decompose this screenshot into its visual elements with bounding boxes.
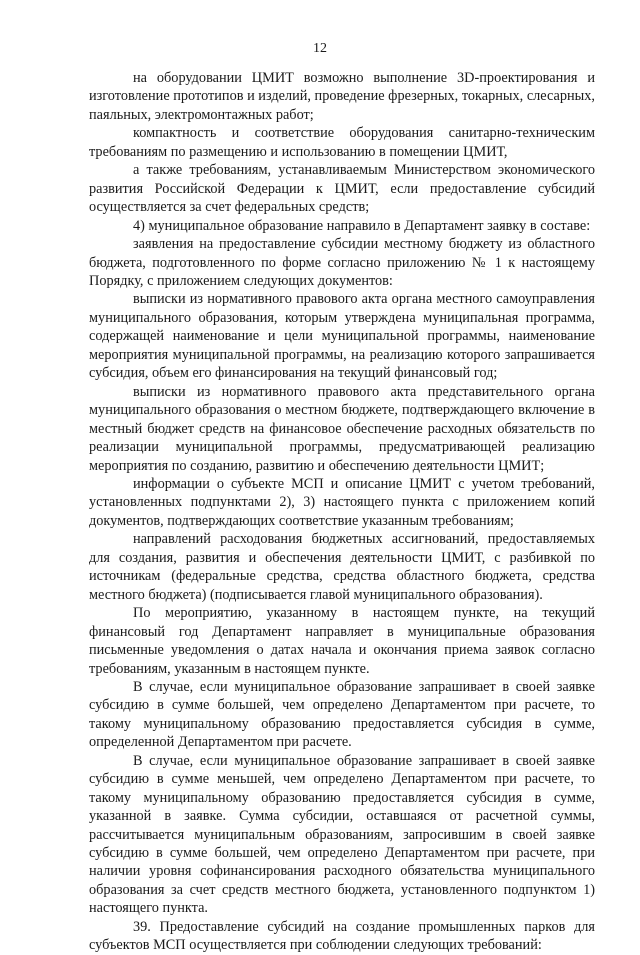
paragraph: В случае, если муниципальное образование запрашивает в своей заявке субсидию в сумме меньшей, чем определено Департаментом при расчете, то такому муниципальному образованию предоставляется субсидия в сумме, указанной в заявке. Сумма субсидии, оставшаяся от расчетной суммы, рассчитывается муниципальным образованиям, запросившим в своей заявке субсидию в сумме большей, чем определено Департаментом при расчете, при наличии уровня софинансирования расходного обязательства муниципального образования за счет средств местного бюджета, установленного подпунктом 1) настоящего пункта.: [89, 752, 595, 917]
paragraph: 4) муниципальное образование направило в Департамент заявку в составе:: [133, 217, 591, 234]
document-body: [89, 69, 595, 955]
paragraph: компактность и соответствие оборудования санитарно-техническим требованиям по размещению и использованию в помещении ЦМИТ,: [89, 125, 595, 160]
paragraph: информации о субъекте МСП и описание ЦМИТ с учетом требований, установленных подпунктами 2), 3) настоящего пункта с приложением копий документов, подтверждающих соответствие указанным требованиям;: [89, 475, 595, 529]
paragraph: на оборудовании ЦМИТ возможно выполнение 3D-проектирования и изготовление прототипов и изделий, проведение фрезерных, токарных, слесарных, паяльных, электромонтажных работ;: [89, 70, 595, 123]
paragraph: В случае, если муниципальное образование запрашивает в своей заявке субсидию в сумме большей, чем определено Департаментом при расчете, то такому муниципальному образованию предоставляется субсидия в сумме, определенной Департаментом при расчете.: [89, 678, 595, 751]
paragraph: выписки из нормативного правового акта представительного органа муниципального образования о местном бюджете, подтверждающего включение в местный бюджет средств на финансовое обеспечение расходных обязательств по реализации муниципальной программы, предусматривающей реализацию мероприятия по созданию, развитию и обеспечению деятельности ЦМИТ;: [89, 383, 595, 474]
paragraph: а также требованиям, устанавливаемым Министерством экономического развития Российской Федерации к ЦМИТ, если предоставление субсидий осуществляется за счет федеральных средств;: [89, 162, 595, 216]
paragraph: направлений расходования бюджетных ассигнований, предоставляемых для создания, развития и обеспечения деятельности ЦМИТ, с разбивкой по источникам (федеральные средства, средства областного бюджета, средства местного бюджета) (подписывается главой муниципального образования).: [89, 531, 595, 603]
paragraph: 39. Предоставление субсидий на создание промышленных парков для субъектов МСП осуществляется при соблюдении следующих требований:: [89, 918, 595, 954]
paragraph: выписки из нормативного правового акта органа местного самоуправления муниципального образования, которым утверждена муниципальная программа, содержащей наименование и цели муниципальной программы, наименование мероприятия муниципальной программы, на реализацию которого запрашивается субсидия, объем его финансирования на текущий финансовый год;: [89, 291, 595, 382]
page-number: 12: [313, 41, 327, 56]
paragraph: По мероприятию, указанному в настоящем пункте, на текущий финансовый год Департамент направляет в муниципальные образования письменные уведомления о датах начала и окончания приема заявок согласно требованиям, указанным в настоящем пункте.: [89, 605, 595, 677]
paragraph: заявления на предоставление субсидии местному бюджету из областного бюджета, подготовленного по форме согласно приложению № 1 к настоящему Порядку, с приложением следующих документов:: [89, 236, 595, 289]
